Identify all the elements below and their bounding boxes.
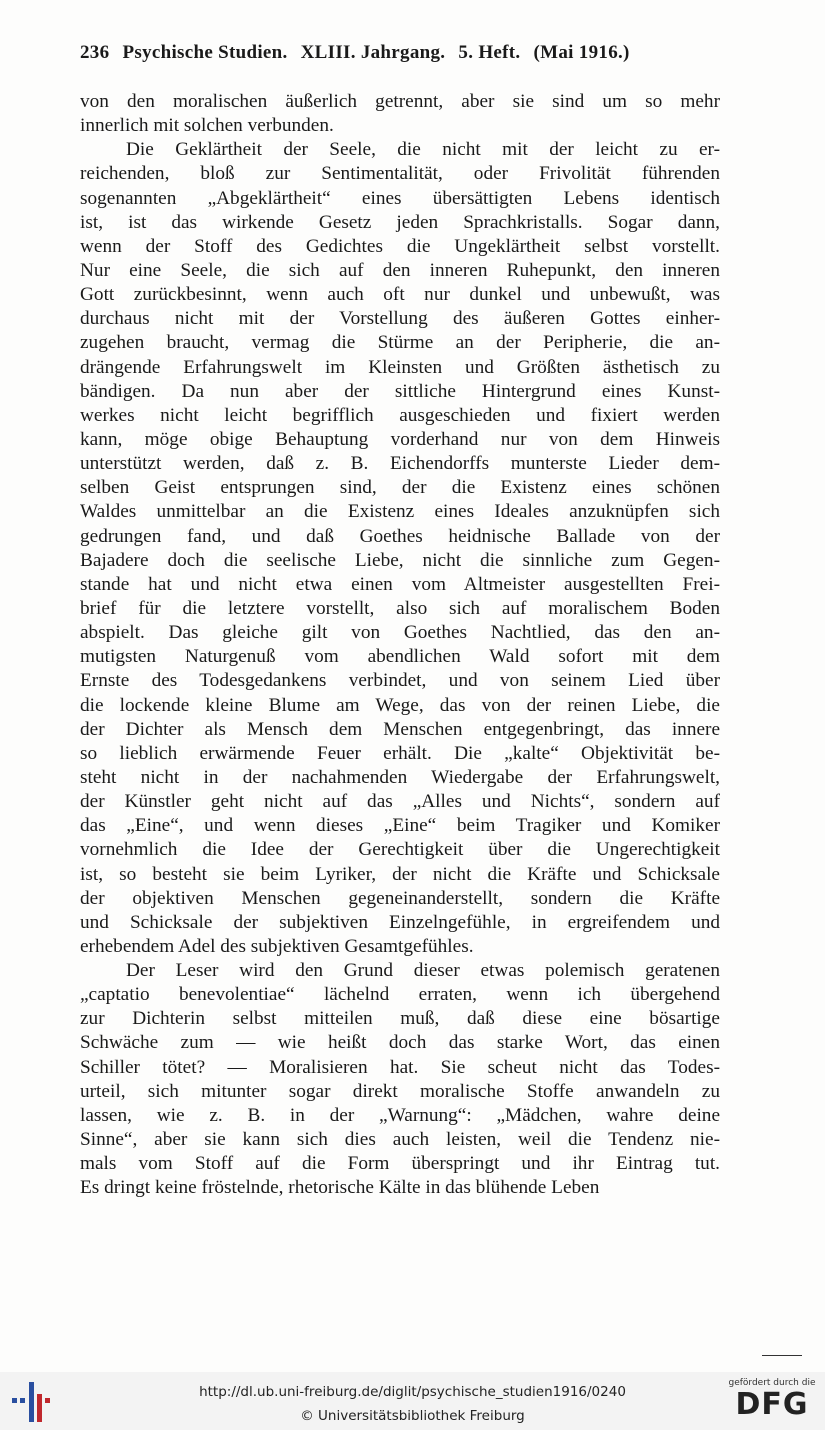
article-body <box>80 90 720 1200</box>
text-line: Ernste des Todesgedankens verbindet, und von seinem Lied über <box>80 670 720 692</box>
text-line: Es dringt keine fröstelnde, rhetorische Kälte in das blühende Leben <box>80 1177 600 1199</box>
text-line: das „Eine“, und wenn dieses „Eine“ beim Tragiker und Komiker <box>80 815 720 837</box>
text-line: Waldes unmittelbar an die Existenz eines Ideales anzuknüpfen sich <box>80 501 720 523</box>
text-line: wenn der Stoff des Gedichtes die Ungeklärtheit selbst vorstellt. <box>80 235 720 257</box>
viewer-footer <box>0 1372 825 1430</box>
issue-label: 5. Heft. <box>458 42 521 63</box>
text-line: abspielt. Das gleiche gilt von Goethes Nachtlied, das den an- <box>80 622 720 644</box>
text-line: gedrungen fand, und daß Goethes heidnische Ballade von der <box>80 525 720 547</box>
page-number: 236 <box>80 42 110 63</box>
text-line: bändigen. Da nun aber der sittliche Hintergrund eines Kunst- <box>80 380 720 402</box>
text-line: so lieblich erwärmende Feuer erhält. Die „kalte“ Objektivität be- <box>80 742 720 764</box>
text-line: Nur eine Seele, die sich auf den inneren Ruhepunkt, den inneren <box>80 259 720 281</box>
text-line: erhebendem Adel des subjektiven Gesamtgefühles. <box>80 935 474 957</box>
text-line: Der Leser wird den Grund dieser etwas polemisch geratenen <box>126 960 720 982</box>
text-line: der objektiven Menschen gegeneinanderstellt, sondern die Kräfte <box>80 887 720 909</box>
text-line: Gott zurückbesinnt, wenn auch oft nur dunkel und unbewußt, was <box>80 284 720 306</box>
text-line: zugehen braucht, vermag die Stürme an der Peripherie, die an- <box>80 332 720 354</box>
text-line: durchaus nicht mit der Vorstellung des äußeren Gottes einher- <box>80 308 720 330</box>
text-line: ist, ist das wirkende Gesetz jeden Sprachkristalls. Sogar dann, <box>80 211 720 233</box>
margin-rule <box>762 1355 802 1356</box>
text-line: der Künstler geht nicht auf das „Alles und Nichts“, sondern auf <box>80 791 720 813</box>
text-line: vornehmlich die Idee der Gerechtigkeit über die Ungerechtigkeit <box>80 839 720 861</box>
text-line: Schwäche zum — wie heißt doch das starke Wort, das einen <box>80 1032 720 1054</box>
text-line: die lockende kleine Blume am Wege, das von der reinen Liebe, die <box>80 694 720 716</box>
text-line: unterstützt werden, daß z. B. Eichendorffs munterste Lieder dem- <box>80 453 720 475</box>
text-line: von den moralischen äußerlich getrennt, aber sie sind um so mehr <box>80 91 720 112</box>
text-line: stande hat und nicht etwa einen vom Altmeister ausgestellten Frei- <box>80 573 720 595</box>
text-line: steht nicht in der nachahmenden Wiedergabe der Erfahrungswelt, <box>80 766 720 788</box>
journal-title: Psychische Studien. <box>122 42 288 63</box>
text-line: Bajadere doch die seelische Liebe, nicht die sinnliche zum Gegen- <box>80 549 720 571</box>
text-line: Sinne“, aber sie kann sich dies auch leisten, weil die Tendenz nie- <box>80 1129 720 1151</box>
copyright-notice: © Universitätsbibliothek Freiburg <box>300 1408 525 1424</box>
text-line: brief für die letztere vorstellt, also sich auf moralischem Boden <box>80 597 720 619</box>
text-line: selben Geist entsprungen sind, der die Existenz eines schönen <box>80 477 720 499</box>
volume-label: XLIII. Jahrgang. <box>300 42 446 63</box>
text-line: ist, so besteht sie beim Lyriker, der nicht die Kräfte und Schicksale <box>80 863 720 885</box>
text-line: zur Dichterin selbst mitteilen muß, daß diese eine bösartige <box>80 1008 720 1030</box>
text-line: mals vom Stoff auf die Form überspringt und ihr Eintrag tut. <box>80 1153 720 1175</box>
text-line: „captatio benevolentiae“ lächelnd erraten, wenn ich übergehend <box>80 984 720 1006</box>
issue-date: (Mai 1916.) <box>533 42 630 63</box>
dfg-caption: gefördert durch die <box>728 1378 816 1388</box>
text-line: der Dichter als Mensch dem Menschen entgegenbringt, das innere <box>80 718 720 740</box>
text-line: reichenden, bloß zur Sentimentalität, oder Frivolität führenden <box>80 163 720 185</box>
document-url-link[interactable]: http://dl.ub.uni-freiburg.de/diglit/psychische_studien1916/0240 <box>199 1384 626 1400</box>
text-line: sogenannten „Abgeklärtheit“ eines übersättigten Lebens identisch <box>80 187 720 209</box>
dfg-logo: DFG <box>735 1387 809 1422</box>
text-line: Schiller tötet? — Moralisieren hat. Sie scheut nicht das Todes- <box>80 1056 720 1078</box>
running-header <box>80 42 720 64</box>
text-line: innerlich mit solchen verbunden. <box>80 115 334 137</box>
text-line: lassen, wie z. B. in der „Warnung“: „Mädchen, wahre deine <box>80 1104 720 1126</box>
text-line: und Schicksale der subjektiven Einzelngefühle, in ergreifendem und <box>80 911 720 933</box>
text-line: Die Geklärtheit der Seele, die nicht mit der leicht zu er- <box>126 139 720 161</box>
text-line: urteil, sich mitunter sogar direkt moralische Stoffe anwandeln zu <box>80 1080 720 1102</box>
text-line: werkes nicht leicht begrifflich ausgeschieden und fixiert werden <box>80 404 720 426</box>
dfg-funding-badge[interactable] <box>726 1378 818 1426</box>
text-line: mutigsten Naturgenuß vom abendlichen Wald sofort mit dem <box>80 646 720 668</box>
text-line: kann, möge obige Behauptung vorderhand nur von dem Hinweis <box>80 428 720 450</box>
text-line: drängende Erfahrungswelt im Kleinsten und Größten ästhetisch zu <box>80 356 720 378</box>
